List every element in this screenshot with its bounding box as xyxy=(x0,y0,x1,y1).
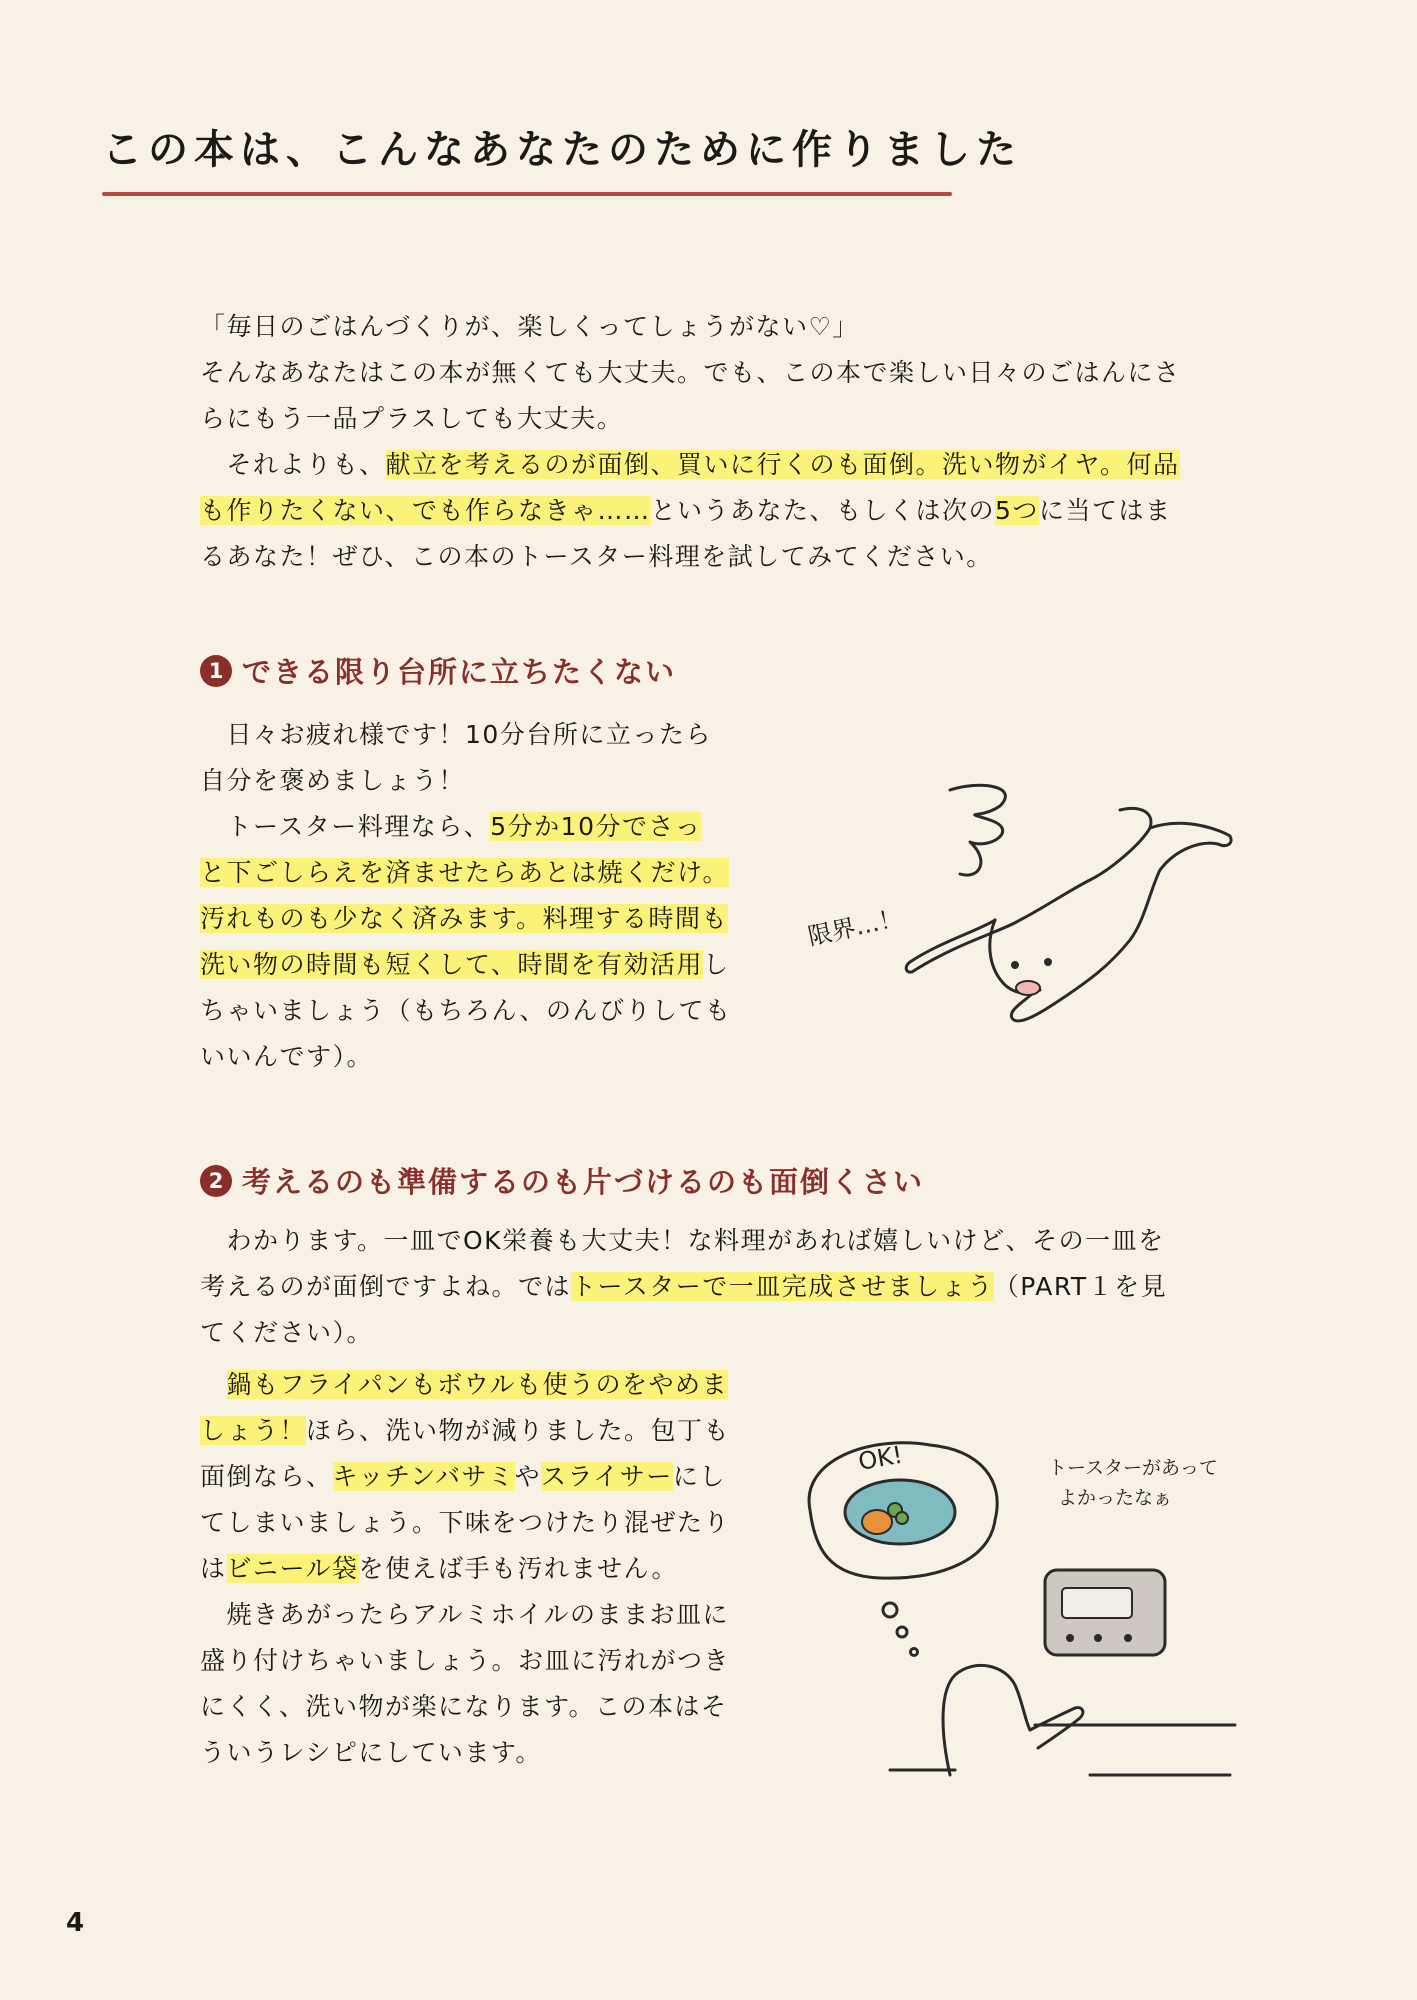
body-line: 焼きあがったらアルミホイルのままお皿に xyxy=(200,1600,730,1629)
section-2-body-full xyxy=(200,1218,1167,1356)
highlight: キッチンバサミ xyxy=(332,1462,515,1491)
toaster-caption-line-2: よかったなぁ xyxy=(1058,1487,1173,1509)
section-heading-text: 考えるのも準備するのも片づけるのも面倒くさい xyxy=(242,1165,925,1199)
exhausted-character-illustration xyxy=(790,770,1270,1070)
highlight: 献立を考えるのが面倒、買いに行くのも面倒。洗い物がイヤ。何品 xyxy=(385,450,1180,479)
intro-line: るあなた！ぜひ、この本のトースター料理を試してみてください。 xyxy=(200,542,993,571)
body-line: ういうレシピにしています。 xyxy=(200,1738,542,1767)
intro-paragraph xyxy=(200,304,1181,580)
body-line: 洗い物の時間も短くして、時間を有効活用し xyxy=(200,950,730,979)
highlight: も作りたくない、でも作らなきゃ…… xyxy=(200,496,651,525)
body-line: にくく、洗い物が楽になります。この本はそ xyxy=(200,1692,728,1721)
body-line: てしまいましょう。下味をつけたり混ぜたり xyxy=(200,1508,731,1537)
body-line: わかります。一皿でOK栄養も大丈夫！な料理があれば嬉しいけど、その一皿を xyxy=(200,1226,1165,1255)
ok-bubble-text: OK! xyxy=(856,1440,905,1476)
body-line: トースター料理なら、5分か10分でさっ xyxy=(200,812,702,841)
intro-line: そんなあなたはこの本が無くても大丈夫。でも、この本で楽しい日々のごはんにさ xyxy=(200,358,1181,387)
highlight: 5分か10分でさっ xyxy=(490,812,702,841)
intro-line: それよりも、献立を考えるのが面倒、買いに行くのも面倒。洗い物がイヤ。何品 xyxy=(200,450,1180,479)
highlight: 洗い物の時間も短くして、時間を有効活用 xyxy=(200,950,704,979)
section-1-body xyxy=(200,712,732,1080)
body-line: 日々お疲れ様です！10分台所に立ったら xyxy=(200,720,712,749)
highlight: と下ごしらえを済ませたらあとは焼くだけ。 xyxy=(200,858,730,887)
body-line: てください）。 xyxy=(200,1318,374,1347)
body-line: 盛り付けちゃいましょう。お皿に汚れがつき xyxy=(200,1646,731,1675)
body-line: 自分を褒めましょう！ xyxy=(200,766,466,795)
intro-line: 「毎日のごはんづくりが、楽しくってしょうがない♡」 xyxy=(200,312,859,341)
highlight: トースターで一皿完成させましょう xyxy=(571,1272,994,1301)
highlight: ビニール袋 xyxy=(226,1554,359,1583)
toaster-caption-line-1: トースターがあって xyxy=(1048,1457,1218,1479)
body-line xyxy=(200,896,732,942)
page-number: 4 xyxy=(66,1908,85,1938)
section-1-heading xyxy=(200,650,676,691)
highlight: 鍋もフライパンもボウルも使うのをやめま xyxy=(226,1370,729,1399)
body-line xyxy=(200,850,732,896)
body-line: いいんです）。 xyxy=(200,1042,374,1071)
body-line xyxy=(200,1362,730,1408)
highlight: 汚れものも少なく済みます。料理する時間も xyxy=(200,904,729,933)
body-line: しょう！ほら、洗い物が減りました。包丁も xyxy=(200,1416,731,1445)
highlight: スライサー xyxy=(541,1462,673,1491)
section-heading-text: できる限り台所に立ちたくない xyxy=(242,655,677,689)
highlight: しょう！ xyxy=(200,1416,307,1445)
intro-line: も作りたくない、でも作らなきゃ……というあなた、もしくは次の5つに当てはま xyxy=(200,496,1172,525)
highlight: 5つ xyxy=(995,496,1039,525)
body-line: 面倒なら、キッチンバサミやスライサーにし xyxy=(200,1462,726,1491)
title-underline xyxy=(102,192,952,196)
body-line: 考えるのが面倒ですよね。ではトースターで一皿完成させましょう（PART１を見 xyxy=(200,1272,1168,1301)
section-2-body-narrow xyxy=(200,1362,730,1776)
body-line: はビニール袋を使えば手も汚れません。 xyxy=(200,1554,679,1583)
page-title: この本は、こんなあなたのために作りました xyxy=(102,127,1022,173)
body-line: ちゃいましょう（もちろん、のんびりしても xyxy=(200,996,732,1025)
exhausted-caption: 限界…！ xyxy=(805,903,906,951)
toaster-character-illustration xyxy=(790,1430,1270,1780)
number-badge: 1 xyxy=(200,655,232,687)
section-2-heading xyxy=(200,1160,924,1201)
number-badge: 2 xyxy=(200,1165,232,1197)
intro-line: らにもう一品プラスしても大丈夫。 xyxy=(200,404,624,433)
